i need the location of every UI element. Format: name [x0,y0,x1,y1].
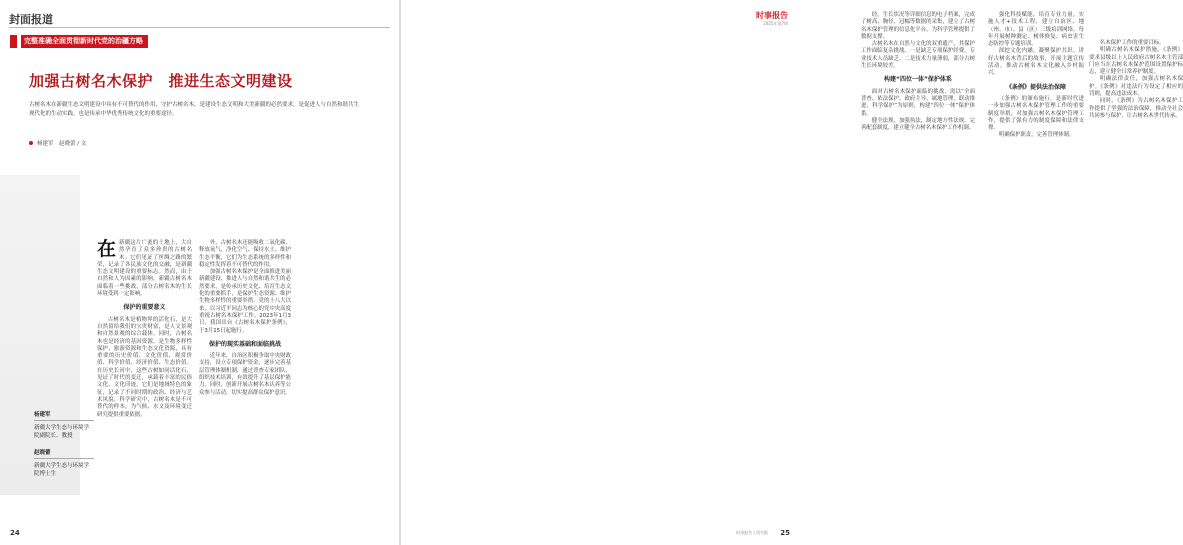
paragraph: 加强古树名木保护是全面推进美丽新疆建设、推进人与自然和谐共生的必然要求，是传承历史文化、培育生态文化的重要抓手，是保护生态资源、维护生物多样性的重要举措。党的十八大以来，以习近平同志为核心的党中央高度重视古树名木保护工作。2023年1月3日，我国出台《古树名木保护条例》，于3月15日起施行。 [199,269,291,334]
bullet-icon [29,141,33,145]
section-tag: 封面报道 [9,13,53,26]
kicker-banner: 完整准确全面贯彻新时代党的治疆方略 [21,35,148,48]
author-affiliation: 新疆大学生态与环境学院副院长、教授 [34,425,90,439]
paragraph: 深挖文化内涵，凝聚保护共识。讲好古树名木背后的故事，开展主题宣传活动，推动古树名木文化融入乡村振兴。 [988,48,1084,77]
paragraph: 明确保护职责，完善管理体制。 [998,132,1075,139]
paragraph: 外，古树名木还能吸收二氧化碳、释放氧气、净化空气、保持水土、维护生态平衡，它们为生态系统的多样性和稳定性发挥着不可替代的作用。 [199,240,291,268]
body-column-4 [988,12,1084,140]
author-rail [34,410,94,486]
subheading: 《条例》提供法治保障 [1005,83,1066,91]
author-affiliation: 新疆大学生态与环境学院博士生 [34,463,90,477]
paragraph: 强化科技赋能，培育专业力量。实施人才+技术工程，建立自治区、地（州、市）、县（区）三级培训网络，每年开展树种测定、树体修复、病虫害生态防控等专题培训。 [988,12,1084,48]
headline: 加强古树名木保护 推进生态文明建设 [29,72,293,90]
paragraph: 《条例》的颁布施行，是新时代进一步加强古树名木保护管理工作的重要制度举措，对加强古树名木保护管理工作，提供了强有力的制度保障和法律支撑。 [988,95,1084,132]
left-page [0,0,399,545]
page-number: 24 [10,529,20,537]
body-column-3 [861,12,975,132]
paragraph: 古树名木在自然与文化的双重遗产，其保护工作面临复杂挑战。一是缺乏专项保护经费，专业技术人员缺乏。二是技术力量薄弱，部分古树生长环境较差。 [861,41,975,70]
magazine-title: 时事报告 [756,11,788,20]
paragraph: 古树名木是植物界的活化石，是大自然留给我们的宝贵财富，是人文景观和自然景观的综合载体。同时，古树名木也是经济的基因资源，是生物多样性保护、旅游资源和生态文化资源，具有重要的历史价值、文化价值、观赏价值、科学价值、经济价值、生态价值。在历史长河中，这些古树如同活化石，见证了时代的变迁，承载着丰富的民俗文化、文化印迹，它们是地域特色的象征，记录了不同时期的政治、经济与艺术风貌。科学研究中，古树名木是不可替代的样本，为气候、水文及环境变迁研究提供重要依据。 [97,316,192,418]
page-number: 25 [780,529,790,537]
subheading: 保护的重要意义 [123,304,166,312]
paragraph: 明确法律责任，加强古树名木保护。《条例》对违法行为设定了相应的罚则，提高违法成本。 [1089,76,1183,98]
subheading: 保护的现实基础和面临挑战 [208,340,281,348]
top-rule [9,27,390,28]
author-name: 赵晓蕾 [34,448,94,459]
author-name: 杨建军 [34,410,94,421]
body-column-1 [97,240,192,419]
footer-label: 时事报告 | 图书版 [736,530,768,535]
body-column-2 [199,240,291,397]
paragraph: 新疆这片广袤的土地上，大自然孕育了众多珍贵的古树名木。它们见证了丝绸之路的繁荣，记录了各民族文化的交融，是新疆生态文明建设的重要标志。然而，由于自然和人为因素的影响，新疆古树名木面临着一些挑战，部分古树名木的生长环境受到一定影响。 [97,240,192,298]
lead-paragraph: 古树名木在新疆生态文明建设中具有不可替代的作用，守护古树名木，是建设生态文明和大美新疆的必然要求，是促进人与自然和谐共生现代化的生动实践，也是传承中华优秀传统文化的重要途径。 [29,102,360,117]
paragraph: 经，生长状况等详细信息的电子档案，完成了树高、胸径、冠幅等数据的采集，建立了古树名木保护管理的信息化平台，为科学管理提供了数据支撑。 [861,12,975,40]
kicker-bar [10,35,17,48]
paragraph: 近年来，自治区积极争取中央财政支持，设立专项保护资金，逐步完善基层管理体制机制，通过普查专家团队、组织技术培训，有效提升了基层保护能力。同时，创新开展古树名木认养等公众参与活动，切实提高群众保护意识。 [199,353,291,396]
paragraph: 名木保护工作的重要目标。 [1099,40,1165,46]
author-card [34,448,94,478]
paragraph: 同时，《条例》为古树名木保护工作提供了坚强的法治保障，推动全社会共同参与保护，让古树名木世代传承。 [1089,98,1183,119]
body-column-5 [1089,40,1183,120]
author-card [34,410,94,440]
byline-text: 杨建军 赵晓蕾 / 文 [37,141,87,147]
right-page [401,0,1183,545]
issue-label: 2025年第7期 [763,21,788,26]
byline [29,139,86,147]
drop-cap: 在 [97,238,117,260]
paragraph: 明确古树名木保护措施。《条例》要求县级以上人民政府古树名木主管部门应当在古树名木保护范围设置保护标志，建立健全日常养护制度。 [1089,47,1183,76]
paragraph: 面对古树名木保护面临的挑战，需以“全面普查、依法保护、政府主导、属地管理、联动推进、科学保护”为原则，构建“四位一体”保护体系。 [861,88,975,117]
paragraph: 健全法规，加强执法，制定地方性法规，完善配套制度，建立健全古树名木保护工作机制。 [861,117,975,132]
magazine-header [756,10,788,27]
subheading: 构建“四位一体”保护体系 [884,76,952,84]
